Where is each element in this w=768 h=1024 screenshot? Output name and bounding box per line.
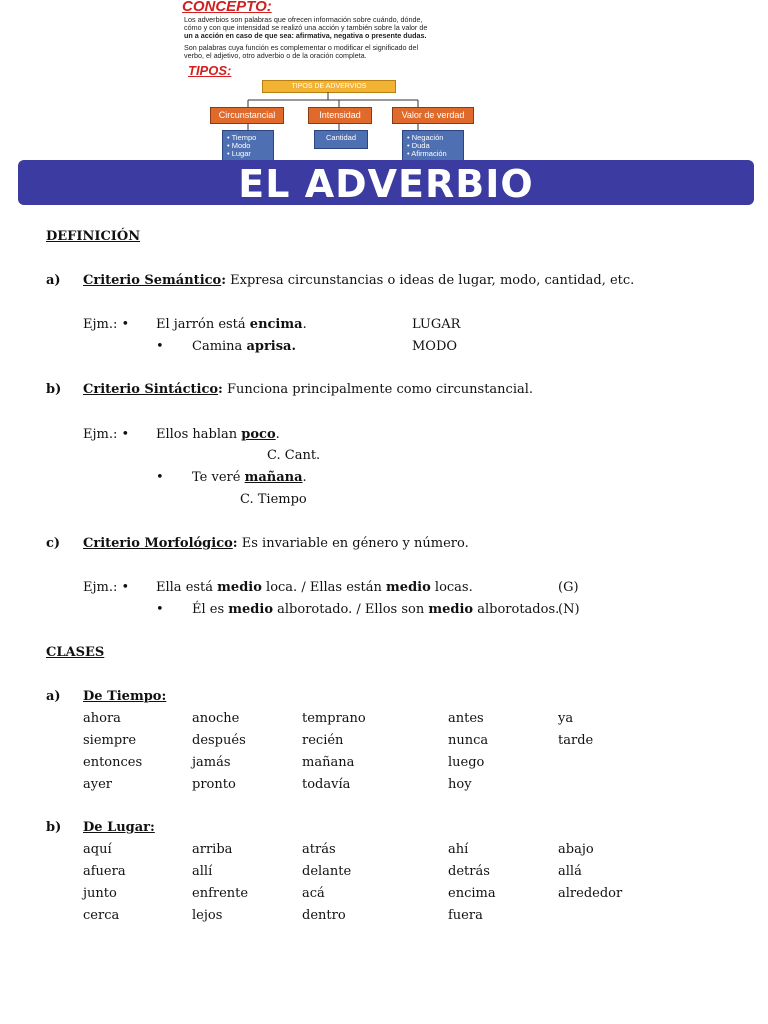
adverb-word: encima — [448, 886, 496, 901]
concept-text: Los adverbios son palabras que ofrecen información sobre cuándo, dónde, cómo y con que intensidad se realizó una acción y también sobre la valor de un a acción en caso de que sea: afirmativa, negativa o presente dudas. — [184, 15, 428, 40]
adverb-word: nunca — [448, 733, 489, 748]
item-letter: b) — [46, 382, 62, 397]
adverb-word: dentro — [302, 908, 346, 923]
list-item: • Negación — [407, 133, 444, 142]
adverb-word: cerca — [83, 908, 120, 923]
example-tag: (N) — [558, 602, 580, 617]
adverb-word: alrededor — [558, 886, 623, 901]
infographic — [174, 0, 480, 168]
adverb-word: acá — [302, 886, 325, 901]
tiempo-title: De Tiempo: — [83, 689, 167, 704]
item-letter: c) — [46, 536, 61, 551]
adverb-word: ya — [558, 711, 574, 726]
definicion-heading: DEFINICIÓN — [46, 229, 141, 244]
items-valor-de-verdad — [402, 130, 464, 164]
adverb-word: aquí — [83, 842, 112, 857]
example-tag: LUGAR — [412, 317, 461, 332]
adverb-word: detrás — [448, 864, 490, 879]
example-sentence: Te veré mañana. — [192, 470, 307, 485]
adverb-word: temprano — [302, 711, 366, 726]
adverb-word: siempre — [83, 733, 137, 748]
adverb-word: jamás — [192, 755, 231, 770]
adverb-word: arriba — [192, 842, 233, 857]
adverb-word: entonces — [83, 755, 143, 770]
bullet: • — [156, 339, 164, 354]
criterio-semantico: Criterio Semántico: Expresa circunstancias o ideas de lugar, modo, cantidad, etc. — [83, 273, 635, 288]
adverb-word: allí — [192, 864, 213, 879]
list-item: • Duda — [407, 141, 430, 150]
adverb-word: allá — [558, 864, 582, 879]
adverb-word: anoche — [192, 711, 240, 726]
adverb-word: ayer — [83, 777, 113, 792]
adverb-word: antes — [448, 711, 484, 726]
item-letter: a) — [46, 689, 61, 704]
adverb-word: todavía — [302, 777, 351, 792]
example-sentence: Ellos hablan poco. — [156, 427, 280, 442]
branch-circunstancial: Circunstancial — [210, 107, 284, 124]
lugar-title: De Lugar: — [83, 820, 155, 835]
concept-heading: CONCEPTO: — [182, 0, 272, 15]
adverb-word: hoy — [448, 777, 472, 792]
list-item: • Afirmación — [407, 149, 447, 158]
title-banner — [18, 160, 754, 205]
adverb-word: atrás — [302, 842, 336, 857]
adverb-word: después — [192, 733, 246, 748]
diagram-header: TIPOS DE ADVERVIOS — [262, 80, 396, 93]
adverb-word: ahí — [448, 842, 469, 857]
adverb-word: ahora — [83, 711, 121, 726]
adverb-word: recién — [302, 733, 344, 748]
list-item: • Lugar — [227, 149, 251, 158]
adverb-word: pronto — [192, 777, 236, 792]
adverb-word: afuera — [83, 864, 126, 879]
example-label: Ejm.: • — [83, 580, 130, 595]
branch-valor-de-verdad: Valor de verdad — [392, 107, 474, 124]
tipos-heading: TIPOS: — [188, 63, 232, 78]
clases-heading: CLASES — [46, 645, 105, 660]
criterio-morfologico: Criterio Morfológico: Es invariable en género y número. — [83, 536, 469, 551]
example-sentence: Él es medio alborotado. / Ellos son medio alborotados. — [192, 602, 560, 617]
bullet: • — [156, 470, 164, 485]
adverb-word: lejos — [192, 908, 223, 923]
adverb-word: fuera — [448, 908, 483, 923]
adverb-word: enfrente — [192, 886, 249, 901]
item-letter: a) — [46, 273, 61, 288]
adverb-word: tarde — [558, 733, 594, 748]
branch-intensidad: Intensidad — [308, 107, 372, 124]
example-tag: (G) — [558, 580, 579, 595]
items-circunstancial — [222, 130, 274, 164]
example-label: Ejm.: • — [83, 427, 130, 442]
example-sentence: Ella está medio loca. / Ellas están medio locas. — [156, 580, 473, 595]
example-label: Ejm.: • — [83, 317, 130, 332]
adverb-word: mañana — [302, 755, 355, 770]
items-intensidad — [314, 130, 368, 149]
example-note: C. Tiempo — [240, 492, 307, 507]
function-text: Son palabras cuya función es complementar o modificar el significado del verbo, el adjetivo, otro adverbio o de la oración completa. — [184, 43, 419, 60]
example-note: C. Cant. — [267, 448, 321, 463]
example-sentence: Camina aprisa. — [192, 339, 297, 354]
adverb-word: delante — [302, 864, 352, 879]
example-tag: MODO — [412, 339, 458, 354]
example-sentence: El jarrón está encima. — [156, 317, 307, 332]
list-item: • Tiempo — [227, 133, 257, 142]
bullet: • — [156, 602, 164, 617]
item-letter: b) — [46, 820, 62, 835]
page-title: EL ADVERBIO — [238, 162, 534, 206]
criterio-sintactico: Criterio Sintáctico: Funciona principalmente como circunstancial. — [83, 382, 534, 397]
adverb-word: abajo — [558, 842, 594, 857]
adverb-word: luego — [448, 755, 485, 770]
list-item: Cantidad — [325, 133, 357, 142]
list-item: • Modo — [227, 141, 251, 150]
adverb-word: junto — [83, 886, 117, 901]
